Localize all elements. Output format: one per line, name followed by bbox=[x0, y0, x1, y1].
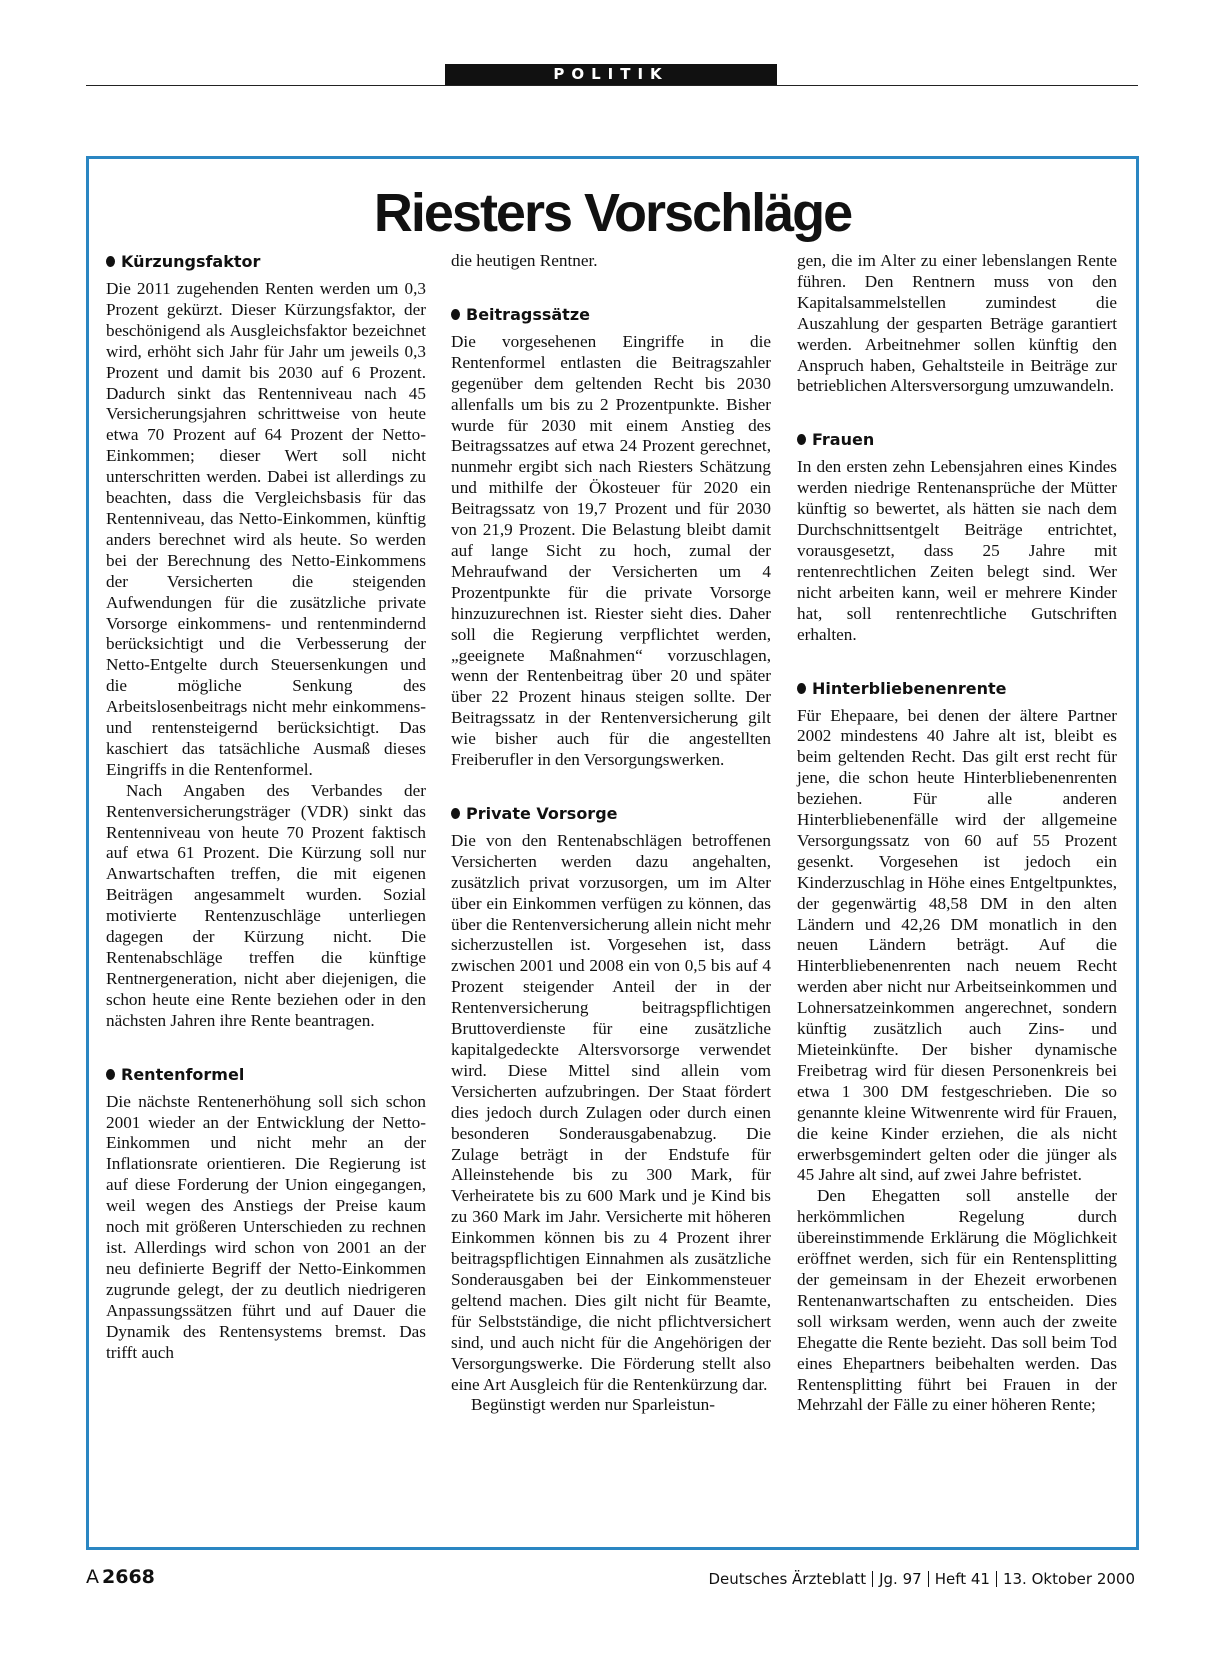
journal-name: Deutsches Ärzteblatt bbox=[708, 1570, 867, 1588]
article-title: Riesters Vorschläge bbox=[373, 183, 852, 243]
paragraph: Begünstigt werden nur Sparleistun- bbox=[471, 1395, 715, 1415]
bullet-icon bbox=[106, 1069, 115, 1080]
section-tag: POLITIK bbox=[445, 64, 777, 85]
top-rule bbox=[86, 85, 1138, 86]
paragraph: Die von den Rentenabschlägen betroffenen Versicherten werden dazu angehalten, zusätzlich privat vorzusorgen, um im Alter über ein Einkommen verfügen zu können, das über die Rentenversicherung allein nicht mehr sicherzustellen ist. Vorgesehen ist, dass zwischen 2001 und 2008 ein von 0,5 bis auf 4 Prozent steigender Anteil der in der Rentenversicherung beitragspflichtigen Bruttoverdienste für eine zusätzliche kapitalgedeckte Altersvorsorge verwendet wird. Diese Mittel sind allein vom Versicherten aufzubringen. Der Staat fördert dies jedoch durch Zulagen oder durch einen besonderen Sonderausgabenabzug. Die Zulage beträgt in der Endstufe für Alleinstehende bis zu 300 Mark, für Verheiratete bis zu 600 Mark und je Kind bis zu 360 Mark im Jahr. Versicherte mit höheren Einkommen können bis zu 4 Prozent ihrer beitragspflichtigen Einnahmen als zusätzliche Sonderausgaben bei der Einkommensteuer geltend machen. Dies gilt nicht für Beamte, für Selbstständige, die nicht pflichtversichert sind, und auch nicht für die Angehörigen der Versorgungswerke. Die Förderung stellt also eine Art Ausgleich für die Rentenkürzung dar. bbox=[451, 830, 771, 1394]
paragraph: In den ersten zehn Lebensjahren eines Kindes werden niedrige Rentenansprüche der Mütter künftig so bewertet, als hätten sie nach dem Durchschnittsentgelt Beiträge entrichtet, vorausgesetzt, dass 25 Jahre mit rentenrechtlichen Zeiten belegt sind. Wer nicht arbeiten kann, weil er mehrere Kinder hat, soll rentenrechtliche Gutschriften erhalten. bbox=[797, 457, 1117, 644]
page-number-value: 2668 bbox=[102, 1566, 155, 1588]
paragraph: Die vorgesehenen Eingriffe in die Rentenformel entlasten die Beitragszahler gegenüber dem geltenden Recht bis 2030 allenfalls um bis zu 2 Prozentpunkte. Bisher wurde für 2030 mit einem Anstieg des Beitragssatzes auf etwa 24 Prozent gerechnet, nunmehr ergibt sich nach Riesters Schätzung und mithilfe der Ökosteuer für 2020 ein Beitragssatz von 19,7 Prozent und für 2030 von 21,9 Prozent. Die Belastung bleibt damit auf lange Sicht zu hoch, zumal der Mehraufwand der Versicherten um 4 Prozentpunkte für die private Vorsorge hinzuzurechnen ist. Riester sieht dies. Daher soll die Regierung verpflichtet werden, „geeignete Maßnahmen“ vorzuschlagen, wenn der Rentenbeitrag über 20 und später über 22 Prozent hinaus steigen sollte. Der Beitragssatz in der Rentenversicherung gilt wie bisher auch für die angestellten Freiberufler in den Versorgungswerken. bbox=[451, 331, 771, 770]
heading-text: Hinterbliebenenrente bbox=[812, 678, 1007, 698]
heading-text: Beitragssätze bbox=[466, 304, 590, 324]
paragraph: Für Ehepaare, bei denen der ältere Partner 2002 mindestens 40 Jahre alt ist, bleibt es beim geltenden Recht. Das gilt erst recht für jene, die schon heute Hinterbliebenenrenten beziehen. Für alle anderen Hinterbliebenenfälle wird der allgemeine Versorgungssatz von 60 auf 55 Prozent gesenkt. Vorgesehen ist jedoch ein Kinderzuschlag in Höhe eines Entgeltpunktes, der gegenwärtig 48,58 DM in den alten Ländern und 42,26 DM monatlich in den neuen Ländern beträgt. Auf die Hinterbliebenenrenten nach neuem Recht werden aber nicht nur Arbeitseinkommen und Lohnersatzeinkommen angerechnet, sondern künftig zusätzlich auch Zins- und Mieteinkünfte. Der bisher dynamische Freibetrag wird für diesen Personenkreis bei etwa 1 300 DM festgeschrieben. Die so genannte kleine Witwenrente wird für Frauen, die keine Kinder erziehen, die als nicht erwerbsgemindert gelten oder die jünger als 45 Jahre alt sind, auf zwei Jahre befristet. bbox=[797, 705, 1117, 1185]
heading-text: Frauen bbox=[812, 430, 875, 450]
paragraph: die heutigen Rentner. bbox=[451, 251, 598, 270]
page-number bbox=[86, 1566, 155, 1588]
paragraph: Die 2011 zugehenden Renten werden um 0,3 Prozent gekürzt. Dieser Kürzungsfaktor, der beschönigend als Ausgleichsfaktor bezeichnet wird, erhöht sich Jahr für Jahr um jeweils 0,3 Prozent und damit bis 2030 auf 6 Prozent. Dadurch sinkt das Rentenniveau nach 45 Versicherungsjahren schrittweise von heute etwa 70 Prozent auf 64 Prozent der Netto-Einkommen; dieser Wert soll nicht unterschritten werden. Dabei ist allerdings zu beachten, dass die Vergleichsbasis für das Rentenniveau, das Netto-Einkommen, künftig anders berechnet wird als heute. So werden bei der Berechnung des Netto-Einkommens der Versicherten die steigenden Aufwendungen für die zusätzliche private Vorsorge einkommens- und rentenmindernd berücksichtigt und die Verbesserung der Netto-Entgelte durch Steuersenkungen und die mögliche Senkung des Arbeitslosenbeitrags nicht mehr einkommens- und rentensteigernd berücksichtigt. Das kaschiert das tatsächliche Ausmaß dieses Eingriffs in die Rentenformel. bbox=[106, 279, 426, 779]
divider bbox=[872, 1571, 873, 1587]
section-heading bbox=[106, 1064, 426, 1086]
journal-volume: Jg. 97 bbox=[879, 1570, 922, 1588]
bullet-icon bbox=[451, 808, 460, 819]
divider bbox=[928, 1571, 929, 1587]
journal-date: 13. Oktober 2000 bbox=[1002, 1570, 1135, 1588]
journal-issue: Heft 41 bbox=[934, 1570, 990, 1588]
section-heading bbox=[451, 803, 771, 825]
section-heading bbox=[451, 304, 771, 326]
heading-text: Private Vorsorge bbox=[466, 803, 618, 823]
section-heading bbox=[797, 678, 1117, 700]
journal-info bbox=[709, 1570, 1136, 1588]
bullet-icon bbox=[451, 309, 460, 320]
bullet-icon bbox=[797, 434, 806, 445]
divider bbox=[996, 1571, 997, 1587]
column-1 bbox=[106, 251, 426, 1363]
page-prefix: A bbox=[86, 1566, 99, 1588]
column-3 bbox=[797, 251, 1117, 1416]
section-heading bbox=[106, 251, 426, 273]
heading-text: Kürzungsfaktor bbox=[121, 252, 261, 271]
paragraph: Nach Angaben des Verbandes der Rentenversicherungsträger (VDR) sinkt das Rentenniveau von heute 70 Prozent faktisch auf etwa 61 Prozent. Die Kürzung soll nur Anwartschaften treffen, die mit eigenen Beiträgen angesammelt wurden. Sozial motivierte Rentenzuschläge unterliegen dagegen der Kürzung nicht. Die Rentenabschläge treffen die künftige Rentnergeneration, nicht aber diejenigen, die schon heute eine Rente beziehen oder in den nächsten Jahren ihre Rente beantragen. bbox=[106, 780, 426, 1030]
paragraph: gen, die im Alter zu einer lebenslangen Rente führen. Den Rentnern muss von den Kapitalsammelstellen zumindest die Auszahlung der gesparten Beträge garantiert werden. Arbeitnehmer sollen künftig den Anspruch haben, Gehaltsteile in Beiträge zur betrieblichen Altersversorgung umzuwandeln. bbox=[797, 251, 1117, 396]
article-box bbox=[86, 156, 1139, 1550]
paragraph: Die nächste Rentenerhöhung soll sich schon 2001 wieder an der Entwicklung der Netto-Einkommen und nicht mehr an der Inflationsrate orientieren. Die Regierung ist auf diese Forderung der Union eingegangen, weil wegen des Anstiegs der Preise kaum noch mit größeren Unterschieden zu rechnen ist. Allerdings wird schon von 2001 an der neu definierte Begriff der Netto-Einkommen zugrunde gelegt, der zu deutlich niedrigeren Anpassungssätzen führt und auf Dauer die Dynamik des Rentensystems bremst. Das trifft auch bbox=[106, 1091, 426, 1362]
heading-text: Rentenformel bbox=[121, 1064, 245, 1084]
bullet-icon bbox=[797, 683, 806, 694]
column-2 bbox=[451, 251, 771, 1416]
bullet-icon bbox=[106, 256, 115, 267]
section-heading bbox=[797, 429, 1117, 451]
paragraph: Den Ehegatten soll anstelle der herkömmlichen Regelung durch übereinstimmende Erklärung die Möglichkeit eröffnet werden, sich für ein Rentensplitting der gemeinsam in der Ehezeit erworbenen Rentenanwartschaften zu entscheiden. Dies soll wirksam werden, wenn auch der zweite Ehegatte die Rente bezieht. Das soll beim Tod eines Ehepartners beibehalten werden. Das Rentensplitting führt bei Frauen in der Mehrzahl der Fälle zu einer höheren Rente; bbox=[797, 1186, 1117, 1415]
